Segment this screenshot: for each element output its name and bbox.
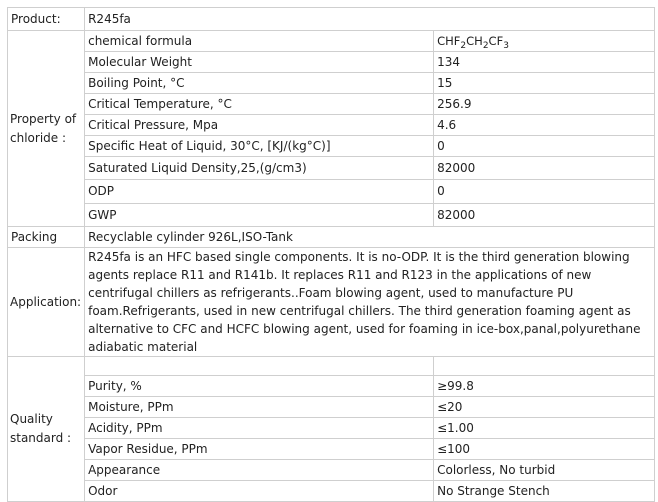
quality-value: ≤100	[434, 439, 655, 460]
product-row	[8, 8, 655, 31]
property-value	[434, 31, 655, 52]
property-name: Critical Temperature, °C	[85, 94, 434, 115]
property-row	[8, 204, 655, 227]
quality-row	[8, 439, 655, 460]
quality-name: Purity, %	[85, 376, 434, 397]
packing-row	[8, 227, 655, 248]
quality-name: Moisture, PPm	[85, 397, 434, 418]
quality-row	[8, 460, 655, 481]
quality-name: Odor	[85, 481, 434, 502]
property-row	[8, 136, 655, 157]
property-value: 15	[434, 73, 655, 94]
chemical-formula-value: $CHF_2CH_2CF_3$	[437, 33, 509, 51]
quality-value: ≤1.00	[434, 418, 655, 439]
property-row	[8, 115, 655, 136]
property-name: GWP	[85, 204, 434, 227]
quality-row	[8, 481, 655, 502]
property-value: 0	[434, 180, 655, 204]
quality-value: No Strange Stench	[434, 481, 655, 502]
property-value: 82000	[434, 157, 655, 180]
quality-name: Acidity, PPm	[85, 418, 434, 439]
product-label: Product:	[8, 8, 85, 31]
application-description: R245fa is an HFC based single components. It is no-ODP. It is the third generation blowing agents replace R11 and R141b. It replaces R11 and R123 in the applications of new centrifugal chillers as refrigerants..Foam blowing agent, used to manufacture PU foam.Refrigerants, used in new centrifugal chillers. The third generation foaming agent as alternative to CFC and HCFC blowing agent, used for foaming in ice-box,panal,polyurethane adiabatic material	[85, 248, 655, 357]
property-name: chemical formula	[85, 31, 434, 52]
quality-value: ≤20	[434, 397, 655, 418]
product-spec-table	[7, 7, 655, 502]
property-name: Critical Pressure, Mpa	[85, 115, 434, 136]
application-row	[8, 248, 655, 357]
property-row	[8, 157, 655, 180]
application-label: Application:	[8, 248, 85, 357]
packing-label: Packing	[8, 227, 85, 248]
quality-label: Quality standard :	[8, 357, 85, 502]
quality-spacer-cell	[434, 357, 655, 376]
product-name: R245fa	[85, 8, 655, 31]
property-name: Molecular Weight	[85, 52, 434, 73]
quality-value: Colorless, No turbid	[434, 460, 655, 481]
property-value: 4.6	[434, 115, 655, 136]
property-value: 256.9	[434, 94, 655, 115]
packing-value: Recyclable cylinder 926L,ISO-Tank	[85, 227, 655, 248]
property-value: 82000	[434, 204, 655, 227]
property-row	[8, 180, 655, 204]
property-name: Saturated Liquid Density,25,(g/cm3)	[85, 157, 434, 180]
property-row	[8, 31, 655, 52]
property-name: Boiling Point, °C	[85, 73, 434, 94]
property-row	[8, 94, 655, 115]
quality-row	[8, 397, 655, 418]
property-value: 134	[434, 52, 655, 73]
quality-row	[8, 376, 655, 397]
property-label: Property of chloride :	[8, 31, 85, 227]
property-value: 0	[434, 136, 655, 157]
quality-name: Appearance	[85, 460, 434, 481]
property-name: ODP	[85, 180, 434, 204]
quality-row	[8, 418, 655, 439]
property-row	[8, 73, 655, 94]
property-name: Specific Heat of Liquid, 30°C, [KJ/(kg°C)]	[85, 136, 434, 157]
quality-spacer-row	[8, 357, 655, 376]
property-row	[8, 52, 655, 73]
quality-name: Vapor Residue, PPm	[85, 439, 434, 460]
quality-spacer-cell	[85, 357, 434, 376]
quality-value: ≥99.8	[434, 376, 655, 397]
